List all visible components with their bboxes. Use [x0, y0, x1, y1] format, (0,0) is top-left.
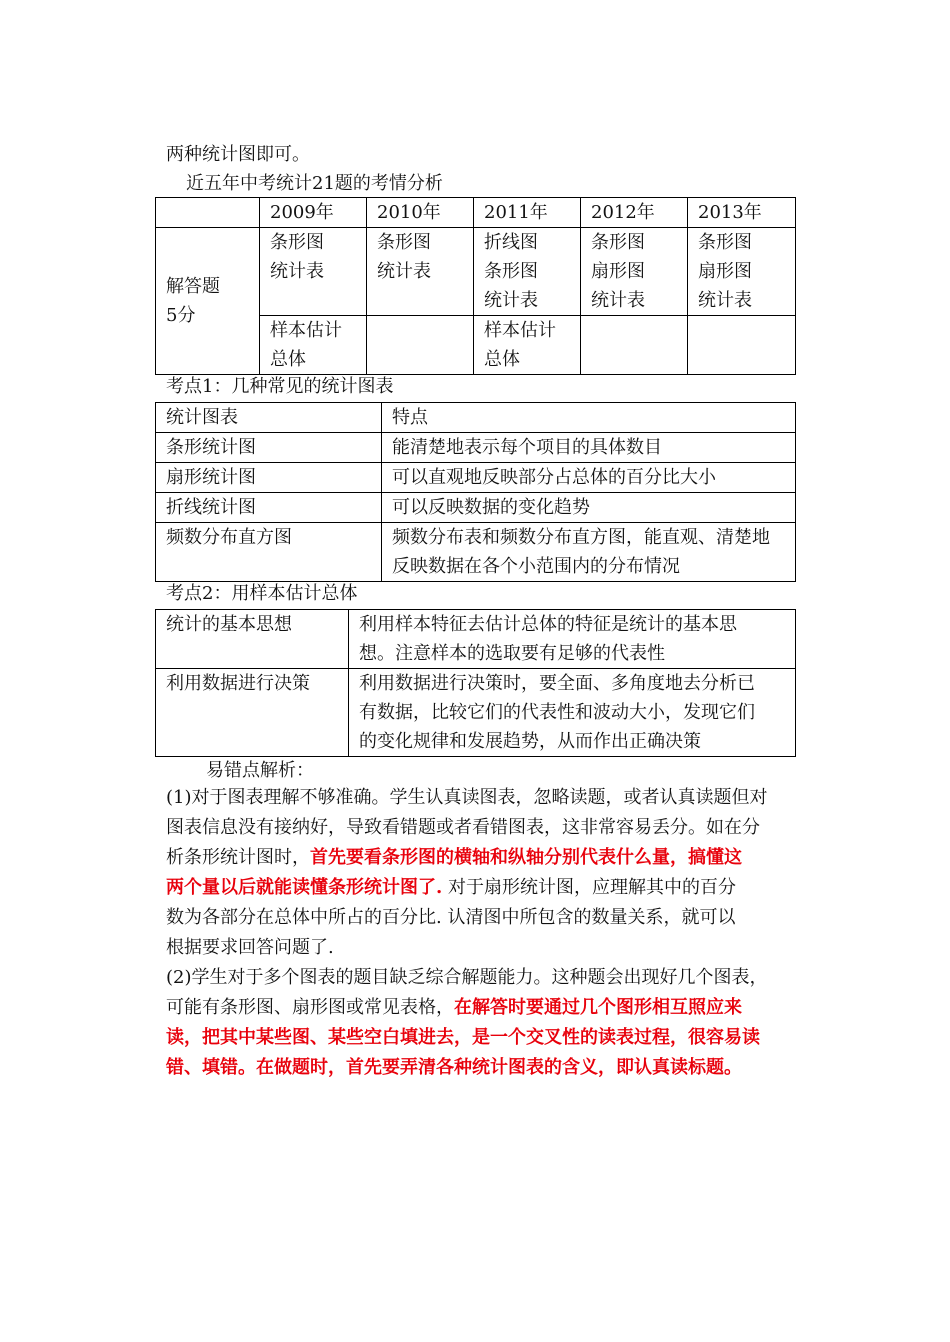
paragraph-line: (1)对于图表理解不够准确。学生认真读图表，忽略读题，或者认真读题但对 [166, 787, 768, 808]
chart-types-cell [474, 228, 581, 316]
chart-type: 条形图 [270, 232, 324, 253]
paragraph-line [166, 993, 786, 1023]
paragraph-line: 数为各部分在总体中所占的百分比. 认清图中所包含的数量关系，就可以 [166, 907, 736, 928]
chart-type: 扇形图 [591, 261, 645, 282]
table3-caption: 考点2：用样本估计总体 [166, 583, 358, 604]
chart-types-cell [581, 228, 688, 316]
concept-desc-line: 利用样本特征去估计总体的特征是统计的基本思 [359, 614, 737, 635]
table2-header-chart: 统计图表 [156, 403, 382, 433]
concept-desc [349, 669, 796, 757]
highlighted-line: 读，把其中某些图、某些空白填进去，是一个交叉性的读表过程，很容易读 [166, 1027, 760, 1048]
paragraph-text: 对于扇形统计图，应理解其中的百分 [442, 877, 736, 898]
sampling-text: 样本估计 [484, 320, 556, 341]
chart-feature-line: 反映数据在各个小范围内的分布情况 [392, 556, 680, 577]
chart-feature [382, 523, 796, 582]
chart-feature [382, 493, 796, 523]
highlighted-text: 两个量以后就能读懂条形统计图了. [166, 877, 443, 898]
paragraph-line [166, 873, 786, 903]
concept-desc-line: 有数据，比较它们的代表性和波动大小，发现它们 [359, 702, 755, 723]
concept-desc-line: 想。注意样本的选取要有足够的代表性 [359, 643, 665, 664]
exam-analysis-table [155, 197, 796, 375]
sampling-cell [260, 316, 367, 375]
year-header: 2009年 [260, 198, 367, 228]
chart-feature-line: 能清楚地表示每个项目的具体数目 [392, 437, 662, 458]
chart-type: 条形图 [377, 232, 431, 253]
sampling-text: 样本估计 [270, 320, 342, 341]
chart-feature [382, 463, 796, 493]
table1-caption: 近五年中考统计21题的考情分析 [186, 173, 443, 194]
chart-feature-line: 频数分布表和频数分布直方图，能直观、清楚地 [392, 527, 770, 548]
chart-type: 条形图 [698, 232, 752, 253]
chart-name: 条形统计图 [156, 433, 382, 463]
chart-type: 统计表 [377, 261, 431, 282]
empty-cell [688, 316, 796, 375]
chart-type: 折线图 [484, 232, 538, 253]
empty-cell [367, 316, 474, 375]
chart-type: 条形图 [484, 261, 538, 282]
chart-name: 频数分布直方图 [156, 523, 382, 582]
concept-name: 统计的基本思想 [156, 610, 349, 669]
concept-desc-line: 的变化规律和发展趋势，从而作出正确决策 [359, 731, 701, 752]
chart-name: 折线统计图 [156, 493, 382, 523]
paragraph-text: 可能有条形图、扇形图或常见表格， [166, 997, 454, 1018]
sampling-cell [474, 316, 581, 375]
chart-types-table [155, 402, 796, 582]
table2-caption: 考点1：几种常见的统计图表 [166, 376, 394, 397]
empty-cell [581, 316, 688, 375]
question-type-label: 解答题 [166, 276, 220, 297]
concept-name: 利用数据进行决策 [156, 669, 349, 757]
paragraph-line: 根据要求回答问题了. [166, 937, 334, 958]
year-header: 2010年 [367, 198, 474, 228]
errors-heading: 易错点解析： [206, 760, 314, 781]
table1-corner-cell [156, 198, 260, 228]
paragraph-line: 图表信息没有接纳好，导致看错题或者看错图表，这非常容易丢分。如在分 [166, 817, 760, 838]
chart-name: 扇形统计图 [156, 463, 382, 493]
concept-desc [349, 610, 796, 669]
chart-type: 条形图 [591, 232, 645, 253]
chart-feature-line: 可以直观地反映部分占总体的百分比大小 [392, 467, 716, 488]
error-point-2 [166, 963, 786, 1083]
highlighted-text: 在解答时要通过几个图形相互照应来 [454, 997, 742, 1018]
chart-type: 统计表 [591, 290, 645, 311]
paragraph-line [166, 843, 786, 873]
highlighted-line: 错、填错。在做题时，首先要弄清各种统计图表的含义，即认真读标题。 [166, 1057, 742, 1078]
intro-line: 两种统计图即可。 [166, 144, 310, 165]
chart-types-cell [367, 228, 474, 316]
sampling-text: 总体 [270, 349, 306, 370]
table2-header-feature: 特点 [382, 403, 796, 433]
year-header: 2012年 [581, 198, 688, 228]
concept-desc-line: 利用数据进行决策时，要全面、多角度地去分析已 [359, 673, 755, 694]
chart-type: 统计表 [270, 261, 324, 282]
chart-type: 统计表 [698, 290, 752, 311]
error-point-1 [166, 783, 786, 963]
chart-feature-line: 可以反映数据的变化趋势 [392, 497, 590, 518]
sampling-table [155, 609, 796, 757]
year-header: 2013年 [688, 198, 796, 228]
chart-type: 扇形图 [698, 261, 752, 282]
question-score-label: 5分 [166, 305, 196, 326]
chart-feature [382, 433, 796, 463]
chart-type: 统计表 [484, 290, 538, 311]
paragraph-line: (2)学生对于多个图表的题目缺乏综合解题能力。这种题会出现好几个图表， [166, 967, 768, 988]
chart-types-cell [688, 228, 796, 316]
chart-types-cell [260, 228, 367, 316]
paragraph-text: 析条形统计图时， [166, 847, 310, 868]
highlighted-text: 首先要看条形图的横轴和纵轴分别代表什么量，搞懂这 [310, 847, 742, 868]
sampling-text: 总体 [484, 349, 520, 370]
year-header: 2011年 [474, 198, 581, 228]
question-type-cell [156, 228, 260, 375]
